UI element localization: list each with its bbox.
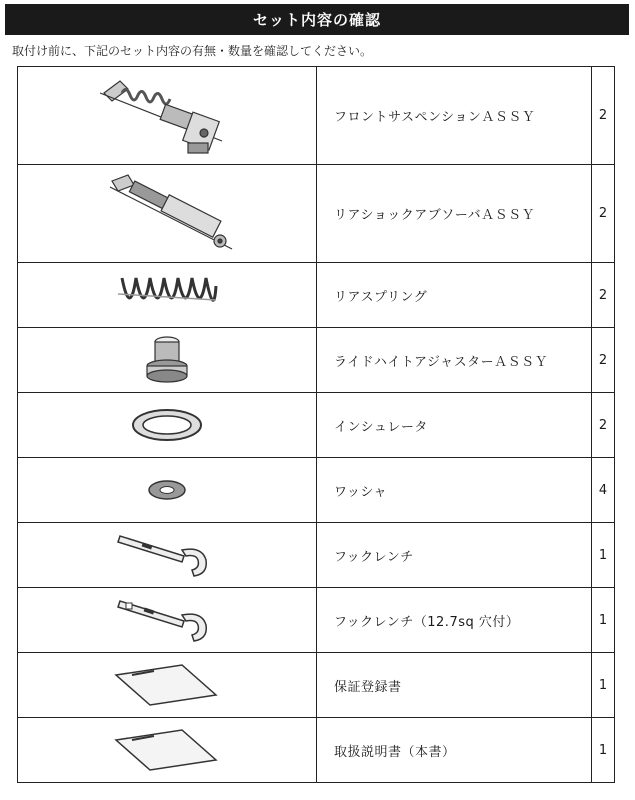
item-qty: 2 bbox=[592, 393, 615, 458]
warranty-card-icon bbox=[112, 661, 222, 709]
table-row bbox=[18, 165, 615, 263]
item-name: インシュレータ bbox=[317, 393, 592, 458]
table-row bbox=[18, 588, 615, 653]
rear-spring-icon bbox=[112, 266, 222, 324]
front-suspension-icon bbox=[92, 71, 242, 161]
item-name: ライドハイトアジャスターＡＳＳＹ bbox=[317, 328, 592, 393]
page-title: セット内容の確認 bbox=[5, 4, 629, 35]
table-row bbox=[18, 458, 615, 523]
manual-icon bbox=[112, 726, 222, 774]
table-row bbox=[18, 653, 615, 718]
table-row bbox=[18, 393, 615, 458]
item-name: フロントサスペンションＡＳＳＹ bbox=[317, 67, 592, 165]
item-qty: 1 bbox=[592, 718, 615, 783]
table-row bbox=[18, 718, 615, 783]
table-row bbox=[18, 523, 615, 588]
rear-shock-absorber-icon bbox=[92, 169, 242, 259]
item-name: 保証登録書 bbox=[317, 653, 592, 718]
hook-wrench-with-hole-icon bbox=[112, 597, 222, 643]
item-qty: 4 bbox=[592, 458, 615, 523]
item-qty: 1 bbox=[592, 523, 615, 588]
table-row bbox=[18, 67, 615, 165]
item-qty: 2 bbox=[592, 263, 615, 328]
insulator-icon bbox=[127, 405, 207, 445]
parts-table bbox=[17, 66, 615, 783]
item-qty: 1 bbox=[592, 588, 615, 653]
item-name: 取扱説明書（本書） bbox=[317, 718, 592, 783]
item-qty: 1 bbox=[592, 653, 615, 718]
item-qty: 2 bbox=[592, 165, 615, 263]
item-qty: 2 bbox=[592, 67, 615, 165]
item-name: フックレンチ（12.7sq 穴付） bbox=[317, 588, 592, 653]
intro-text: 取付け前に、下記のセット内容の有無・数量を確認してください。 bbox=[12, 44, 373, 58]
item-name: ワッシャ bbox=[317, 458, 592, 523]
washer-icon bbox=[142, 475, 192, 505]
item-name: リアショックアブソーバＡＳＳＹ bbox=[317, 165, 592, 263]
item-qty: 2 bbox=[592, 328, 615, 393]
item-name: リアスプリング bbox=[317, 263, 592, 328]
item-name: フックレンチ bbox=[317, 523, 592, 588]
hook-wrench-icon bbox=[112, 532, 222, 578]
table-row bbox=[18, 328, 615, 393]
ride-height-adjuster-icon bbox=[137, 332, 197, 388]
table-row bbox=[18, 263, 615, 328]
